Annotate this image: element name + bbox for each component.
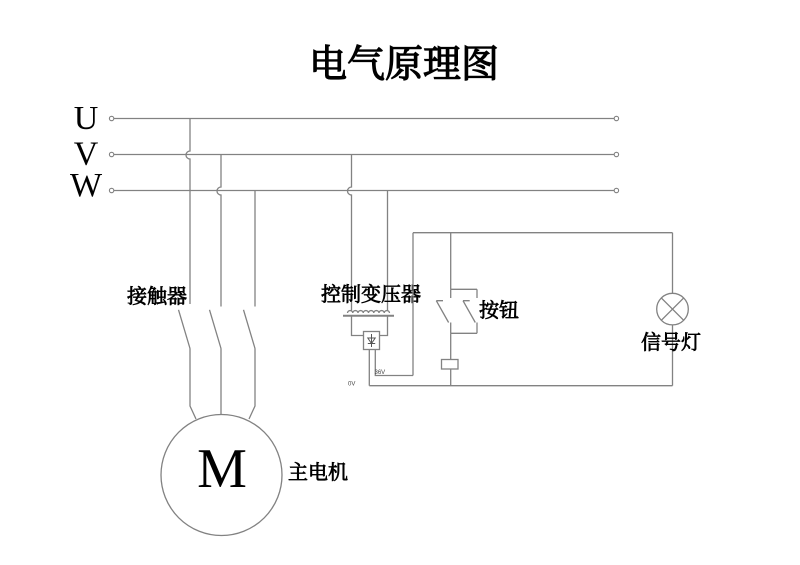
transformer-primary-winding [348,311,390,313]
bus-terminal-u-right [614,116,618,120]
contactor-blade-2 [210,310,222,349]
signal-lamp-label: 信号灯 [641,332,701,354]
transformer-secondary-left [352,317,364,336]
motor-lead-3 [249,349,255,420]
bus-terminal-v-left [109,152,113,156]
phase-label-u: U [73,100,99,137]
button-label: 按钮 [479,300,519,322]
contactor-label: 接触器 [127,286,187,308]
drop-wire-phase-v [217,155,221,307]
relay-coil-box [442,360,459,370]
bus-terminal-u-left [109,116,113,120]
bus-terminal-w-right [614,188,618,192]
tap-0v-label: 0V [348,381,356,388]
signal-lamp-cross [661,298,683,320]
drop-wire-phase-u [186,119,190,305]
bus-terminal-v-right [614,152,618,156]
motor-symbol: M [197,438,247,500]
transformer-secondary-right [380,317,388,336]
transformer-label: 控制变压器 [321,284,421,306]
button-blade-right [463,301,475,323]
motor-lead-1 [190,349,196,420]
tap-36v-label: 36V [374,370,386,376]
phase-label-w: W [69,167,103,204]
bus-terminal-w-left [109,188,113,192]
contactor-blade-3 [244,310,256,349]
button-blade-left [436,301,448,323]
page-title: 电气原理图 [308,44,500,86]
main-motor-label: 主电机 [288,462,348,484]
contactor-blade-1 [179,310,191,349]
phase-label-v: V [73,135,99,173]
